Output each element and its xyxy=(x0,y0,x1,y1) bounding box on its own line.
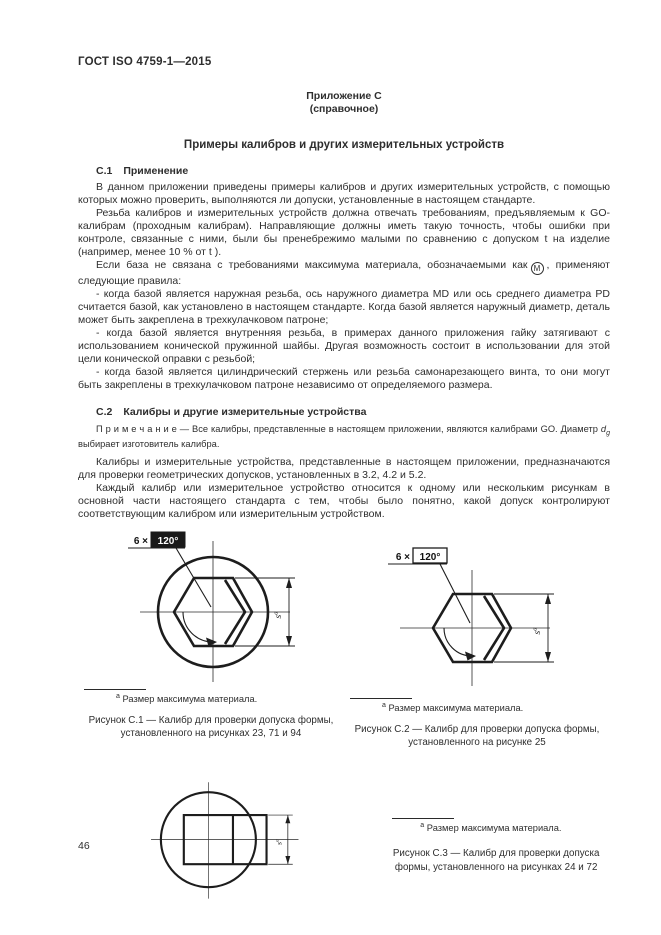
figure-c2-drawing xyxy=(352,536,602,696)
figure-footnote xyxy=(78,689,344,704)
paragraph-text: Если база не связана с требованиями максимума материала, обозначаемыми как xyxy=(96,259,528,271)
figure-c1-drawing xyxy=(78,527,328,687)
paragraph: Каждый калибр или измерительное устройство относится к одному или нескольким рисункам в основной части настоящего стандарта с тем, чтобы было понятно, какой допуск контролируют соответствующим калибром или измерительным устройством. xyxy=(78,481,610,520)
figure-footnote xyxy=(344,698,610,713)
footnote-body: Размер максимума материала. xyxy=(122,693,258,704)
section-c1-heading xyxy=(78,165,610,177)
note-label: П р и м е ч а н и е xyxy=(96,424,177,434)
footnote-text xyxy=(382,822,610,833)
figure-caption: Рисунок С.1 — Калибр для проверки допуска формы, установленного на рисунках 23, 71 и 94 xyxy=(88,714,334,740)
footnote-rule xyxy=(84,689,146,690)
footnote-body: Размер максимума материала. xyxy=(426,823,562,834)
footnote-rule xyxy=(392,818,454,819)
footnote-marker: a xyxy=(382,701,386,709)
page-number: 46 xyxy=(78,840,90,852)
footnote-marker: a xyxy=(116,692,120,700)
paragraph: Резьба калибров и измерительных устройств должна отвечать требованиям, предъявляемым к GO-калибрам (проходным калибрам). Направляющие должны иметь такую точность, чтобы ошибки при контроле, связанные с ними, были бы пренебрежимо малыми по сравнению с допуском t на изделие (например, менее 10 % от t ). xyxy=(78,207,610,258)
section-number: С.2 xyxy=(96,406,113,418)
dim-arrow-bottom xyxy=(286,636,292,646)
diameter-variable: d xyxy=(600,424,607,434)
count-label: 6 × xyxy=(395,551,410,563)
list-item: - когда базой является внутренняя резьба, в примерах данного приложения гайку затягивают с использованием конической пружинной шайбы. Другая возможность состоит в использовании для этой цели конической оправки с резьбой; xyxy=(78,327,610,365)
dimension-label: $s^a$ xyxy=(272,611,284,619)
paragraph: В данном приложении приведены примеры калибров и других измерительных устройств, с помощью которых можно проверить, выполняются ли допуски, установленные в настоящем стандарте. xyxy=(78,181,610,206)
footnote-text xyxy=(344,702,610,713)
note xyxy=(78,424,610,451)
dim-arrow-top xyxy=(285,815,290,823)
section-c2-heading xyxy=(78,406,610,418)
dim-arrow-top xyxy=(286,578,292,588)
paragraph xyxy=(78,259,610,288)
dimension-label: $s^a$ xyxy=(274,839,284,845)
mmc-letter: М xyxy=(533,264,541,273)
note-text: — Все калибры, представленные в настоящем приложении, являются калибрами GO. Диаметр xyxy=(179,424,598,434)
figure-c3 xyxy=(78,752,610,924)
figures-row xyxy=(78,527,610,750)
figure-c3-notes xyxy=(382,816,610,924)
figure-footnote xyxy=(382,818,610,833)
figure-c1 xyxy=(78,527,344,750)
figure-caption: Рисунок С.2 — Калибр для проверки допуска формы, установленного на рисунке 25 xyxy=(354,723,600,749)
section-title: Применение xyxy=(123,165,189,177)
footnote-marker: a xyxy=(420,821,425,829)
maximum-material-icon xyxy=(531,262,544,275)
note-text: выбирает изготовитель калибра. xyxy=(78,439,220,450)
list-item: - когда базой является наружная резьба, ось наружного диаметра MD или ось среднего диаметра PD считается базой, как установлено в настоящем стандарте. Когда базой является наружный диаметр, деталь может быть закреплена в трехкулачковом патроне; xyxy=(78,288,610,326)
dim-arrow-bottom xyxy=(545,652,551,662)
footnote-rule xyxy=(350,698,412,699)
dim-arrow-top xyxy=(545,594,551,604)
angle-label: 120° xyxy=(419,551,441,563)
dimension-label: $s^a$ xyxy=(531,627,543,635)
page-title: Примеры калибров и других измерительных устройств xyxy=(183,139,505,151)
footnote-text xyxy=(78,693,344,704)
arc-arrowhead xyxy=(465,651,476,660)
appendix-name: Приложение С xyxy=(306,90,382,102)
appendix-kind: (справочное) xyxy=(309,103,379,115)
figure-c2 xyxy=(344,527,610,750)
section-number: С.1 xyxy=(96,165,113,177)
paragraph-text: , применяют следующие правила: xyxy=(78,259,610,287)
figure-caption: Рисунок С.3 — Калибр для проверки допуска формы, установленного на рисунках 24 и 72 xyxy=(392,848,600,873)
paragraph: Калибры и измерительные устройства, представленные в настоящем приложении, предназначаются для проверки геометрических допусков, установленных в 3.2, 4.2 и 5.2. xyxy=(78,455,610,481)
list-item: - когда базой является цилиндрический стержень или резьба самонарезающего винта, то они могут быть закреплены в трехкулачковом патроне независимо от определяемого размера. xyxy=(78,366,610,391)
angle-label: 120° xyxy=(157,535,179,547)
figure-c3-drawing xyxy=(106,752,376,924)
dim-arrow-bottom xyxy=(285,856,290,864)
section-title: Калибры и другие измерительные устройства xyxy=(123,406,367,418)
diameter-subscript: g xyxy=(606,429,610,437)
footnote-body: Размер максимума материала. xyxy=(388,702,524,713)
count-label: 6 × xyxy=(133,535,148,547)
doc-code: ГОСТ ISO 4759-1—2015 xyxy=(78,56,212,68)
